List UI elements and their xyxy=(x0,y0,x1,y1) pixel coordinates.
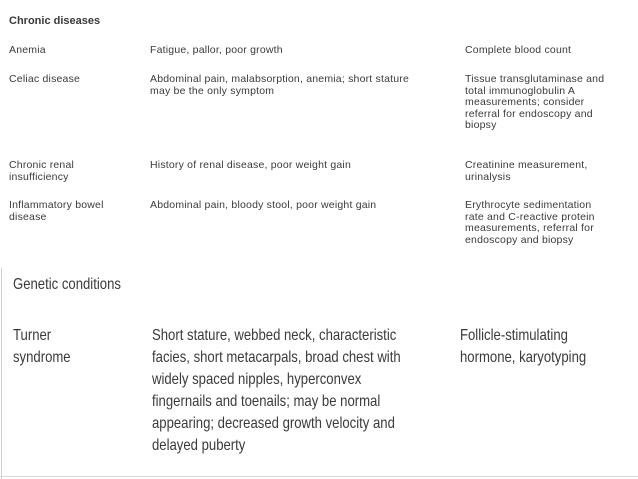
section-heading: Genetic conditions xyxy=(13,276,121,293)
findings-cell: Fatigue, pallor, poor growth xyxy=(150,44,283,56)
condition-cell: Celiac disease xyxy=(9,73,81,85)
condition-cell: Inflammatory bowel disease xyxy=(9,199,104,223)
genetic-conditions-section xyxy=(0,268,638,479)
divider xyxy=(0,476,638,477)
evaluation-cell: Creatinine measurement, urinalysis xyxy=(465,159,588,183)
evaluation-cell: Erythrocyte sedimentation rate and C-reactive protein measurements, referral for endoscopy and biopsy xyxy=(465,199,595,246)
findings-cell: History of renal disease, poor weight gain xyxy=(150,159,352,171)
findings-cell: Short stature, webbed neck, characteristic facies, short metacarpals, broad chest with widely spaced nipples, hyperconvex fingernails and toenails; may be normal appearing; decreased growth velocity and delayed puberty xyxy=(152,327,401,454)
evaluation-cell: Follicle-stimulating hormone, karyotyping xyxy=(460,327,587,366)
condition-cell: Chronic renal insufficiency xyxy=(9,159,75,183)
evaluation-cell: Complete blood count xyxy=(465,44,572,56)
condition-cell: Turner syndrome xyxy=(13,327,71,366)
evaluation-cell: Tissue transglutaminase and total immunoglobulin A measurements; consider referral for endoscopy and biopsy xyxy=(465,73,605,131)
findings-cell: Abdominal pain, malabsorption, anemia; short stature may be the only symptom xyxy=(150,73,410,97)
section-heading: Chronic diseases xyxy=(9,15,101,27)
findings-cell: Abdominal pain, bloody stool, poor weight gain xyxy=(150,199,377,211)
condition-cell: Anemia xyxy=(9,44,46,56)
